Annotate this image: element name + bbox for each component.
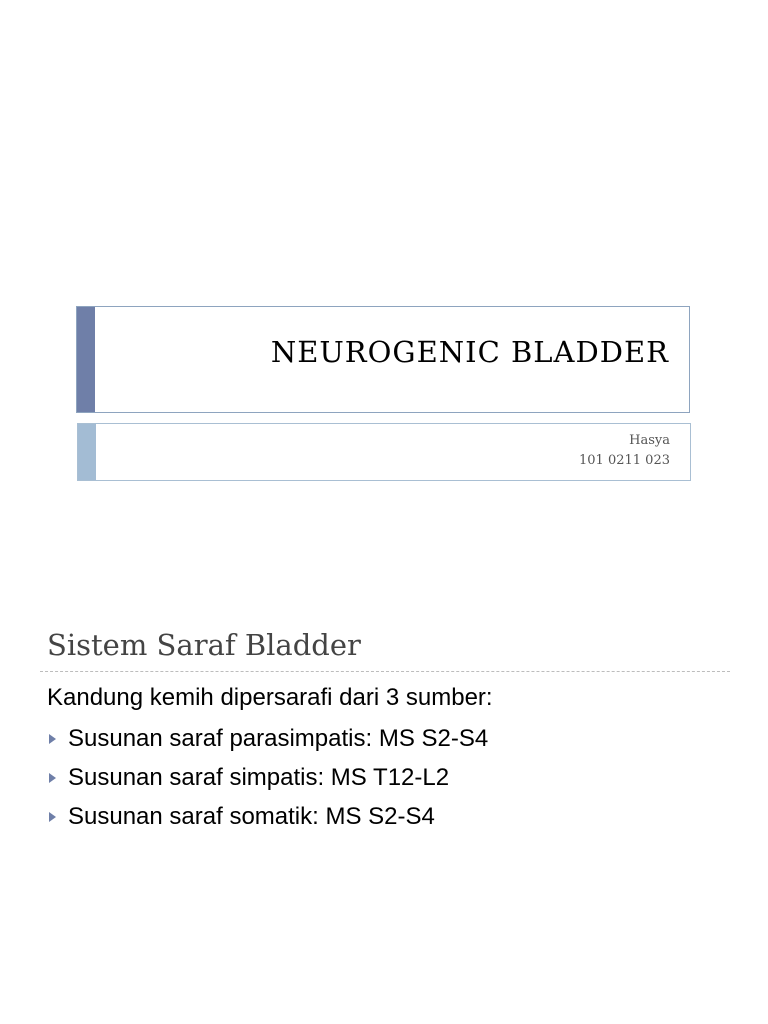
student-id: 101 0211 023 — [579, 453, 670, 468]
author-name: Hasya — [629, 433, 670, 448]
triangle-right-icon — [49, 734, 56, 744]
title-box — [76, 306, 690, 413]
subtitle-box — [77, 423, 691, 481]
bullet-text: Susunan saraf somatik: MS S2-S4 — [68, 803, 435, 830]
title-accent-bar — [77, 307, 95, 412]
bullet-item — [47, 724, 488, 763]
triangle-right-icon — [49, 812, 56, 822]
subtitle — [579, 431, 670, 471]
bullet-list — [47, 724, 488, 841]
title-divider — [40, 671, 730, 672]
slide-title: NEUROGENIC BLADDER — [270, 335, 669, 369]
bullet-text: Susunan saraf simpatis: MS T12-L2 — [68, 764, 450, 791]
section-title: Sistem Saraf Bladder — [47, 628, 361, 662]
bullet-text: Susunan saraf parasimpatis: MS S2-S4 — [68, 725, 489, 752]
triangle-right-icon — [49, 773, 56, 783]
subtitle-accent-bar — [78, 424, 96, 480]
bullet-item — [47, 802, 488, 841]
content-slide — [0, 576, 768, 1024]
intro-text: Kandung kemih dipersarafi dari 3 sumber: — [47, 684, 493, 711]
bullet-item — [47, 763, 488, 802]
